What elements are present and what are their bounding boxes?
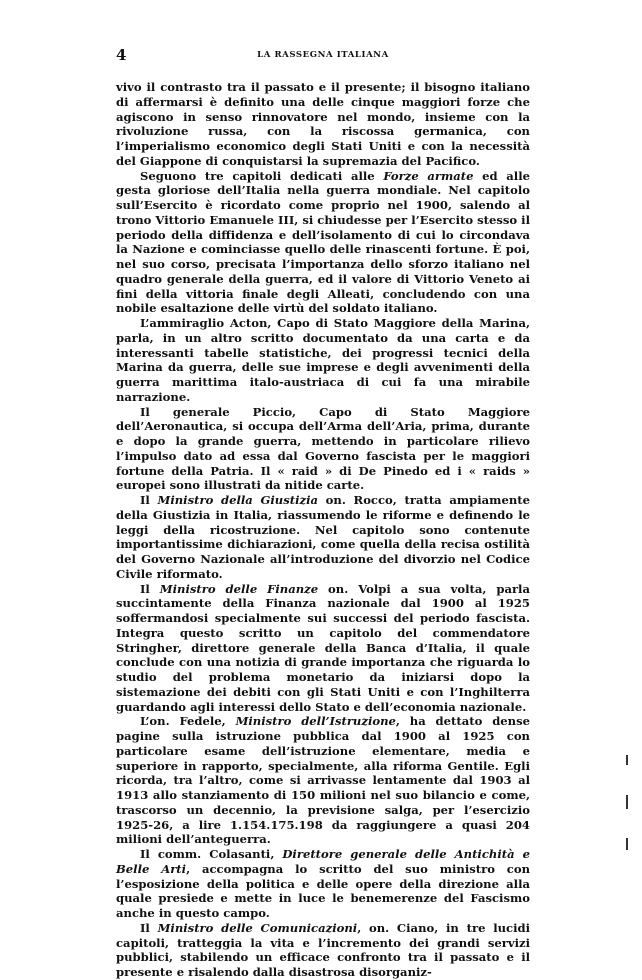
page-header [116, 46, 530, 66]
paragraph-navy: L’ammiraglio Acton, Capo di Stato Maggiore della Marina, parla, in un altro scritto documentato da una carta e da interessanti tabelle statistiche, dei progressi tecnici della Marina da guerra, delle sue imprese e degli avvenimenti della guerra marittima italo-austriaca di cui fa una mirabile narrazione. [116, 316, 530, 404]
scan-margin-mark [626, 755, 628, 765]
page-number: 4 [116, 46, 127, 64]
running-title: LA RASSEGNA ITALIANA [257, 50, 389, 60]
paragraph-justice: Il Ministro della Giustizia on. Rocco, tratta ampiamente della Giustizia in Italia, riassumendo le riforme e definendo le leggi della ricostruzione. Nel capitolo sono contenute importantissime dichiarazioni, come quella della recisa ostilità del Governo Nazionale all’introduzione del divorzio nel Codice Civile riformato. [116, 493, 530, 581]
scan-margin-mark [626, 838, 628, 850]
italic-title: Direttore generale delle Antichità e Belle Arti [116, 847, 530, 876]
paragraph-armed-forces: Seguono tre capitoli dedicati alle Forze armate ed alle gesta gloriose dell’Italia nella guerra mondiale. Nel capitolo sull’Esercito è ricordato come proprio nel 1900, salendo al trono Vittorio Emanuele III, si chiudesse per l’Esercito stesso il periodo della diffidenza e dell’isolamento di cui lo circondava la Nazione e cominciasse quello delle rinascenti fortune. È poi, nel suo corso, precisata l’importanza dello sforzo italiano nel quadro generale della guerra, ed il valore di Vittorio Veneto ai fini della vittoria finale degli Alleati, concludendo con una nobile esaltazione delle virtù del soldato italiano. [116, 168, 530, 316]
paragraph-education: L’on. Fedele, Ministro dell’Istruzione, ha dettato dense pagine sulla istruzione pubblica dal 1900 al 1925 con particolare esame dell’istruzione elementare, media e superiore in rapporto, specialmente, alla riforma Gentile. Egli ricorda, tra l’altro, come si arrivasse lentamente dal 1903 al 1913 allo stanziamento di 150 milioni nel suo bilancio e come, trascorso un decennio, la previsione salga, per l’esercizio 1925-26, a lire 1.154.175.198 da raggiungere a quasi 204 milioni dell’anteguerra. [116, 714, 531, 847]
scan-margin-mark [626, 795, 628, 809]
italic-title: Ministro della Giustizia [157, 493, 318, 507]
article-body [116, 80, 530, 980]
paragraph-antiquities: Il comm. Colasanti, Direttore generale delle Antichità e Belle Arti, accompagna lo scritto del suo ministro con l’esposizione della politica e delle opere della direzione alla quale presiede e mette in luce le benemerenze del Fascismo anche in questo campo. [116, 847, 531, 920]
italic-title: Ministro delle Finanze [159, 581, 319, 596]
italic-title: Forze armate [383, 168, 474, 183]
paragraph-communications: Il Ministro delle Comunicazioni, on. Ciano, in tre lucidi capitoli, tratteggia la vita e l’incremento dei grandi servizi pubblici, stabilendo un efficace confronto tra il passato e il presente e risalendo dalla disastrosa disorganiz- [116, 920, 531, 979]
paragraph-finance: Il Ministro delle Finanze on. Volpi a sua volta, parla succintamente della Finanza nazionale dal 1900 al 1925 soffermandosi specialmente sui successi del periodo fascista. Integra questo scritto un capitolo del commendatore Stringher, direttore generale della Banca d’Italia, il quale conclude con una notizia di grande importanza che riguarda lo studio del problema monetario da iniziarsi dopo la sistemazione dei debiti con gli Stati Uniti e con l’Inghilterra guardando agli interessi dello Stato e dell’economia nazionale. [116, 581, 530, 714]
paragraph-world-forces: vivo il contrasto tra il passato e il presente; il bisogno italiano di affermarsi è definito una delle cinque maggiori forze che agiscono in senso rinnovatore nel mondo, insieme con la rivoluzione russa, con la riscossa germanica, con l’imperialismo economico degli Stati Uniti e con la necessità del Giappone di conquistarsi la supremazia del Pacifico. [116, 80, 530, 168]
italic-title: Ministro delle Comunicazioni [157, 920, 358, 935]
paragraph-air-force: Il generale Piccio, Capo di Stato Maggiore dell’Aeronautica, si occupa dell’Arma dell’Aria, prima, durante e dopo la grande guerra, mettendo in particolare rilievo l’impulso dato ad essa dal Governo fascista per le maggiori fortune della Patria. Il « raid » di De Pinedo ed i « raids » europei sono illustrati da nitide carte. [116, 404, 530, 493]
italic-title: Ministro dell’Istruzione [235, 714, 396, 729]
